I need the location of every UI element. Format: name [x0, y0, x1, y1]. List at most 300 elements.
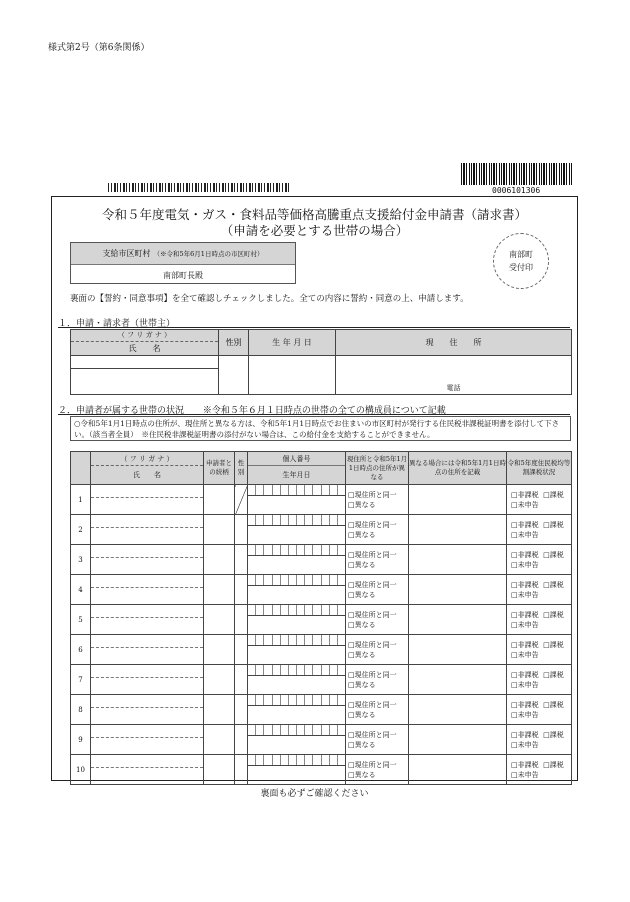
- form-number: 様式第2号（第6条関係）: [48, 43, 150, 53]
- member-gender-field[interactable]: [235, 545, 248, 575]
- applicant-furigana-input[interactable]: [71, 356, 218, 369]
- address-same-checkbox[interactable]: □現住所と同一: [348, 700, 397, 709]
- mynumber-digit-box[interactable]: [256, 515, 264, 525]
- applicant-name-field[interactable]: [71, 356, 219, 395]
- tax-status-line1: [507, 640, 571, 650]
- address-diff-checkbox[interactable]: □異なる: [348, 530, 376, 539]
- tax-checkbox[interactable]: □課税: [543, 730, 564, 739]
- mynumber-digit-box[interactable]: [313, 755, 321, 765]
- mynumber-digit-box[interactable]: [281, 485, 289, 495]
- mynumber-digit-box[interactable]: [248, 665, 256, 675]
- member-relation-field[interactable]: [204, 665, 235, 695]
- mynumber-digit-box[interactable]: [338, 695, 345, 705]
- mynumber-digit-box[interactable]: [330, 665, 338, 675]
- mynumber-digit-box[interactable]: [264, 635, 272, 645]
- member-furigana-input[interactable]: [91, 605, 203, 618]
- mynumber-digit-box[interactable]: [281, 665, 289, 675]
- member-name-input[interactable]: [91, 558, 203, 574]
- mynumber-digit-box[interactable]: [264, 605, 272, 615]
- mynumber-digits: [248, 695, 345, 706]
- member-name-field[interactable]: [91, 695, 204, 725]
- address-diff-checkbox[interactable]: □異なる: [348, 740, 376, 749]
- undeclared-checkbox[interactable]: □未申告: [511, 710, 539, 719]
- mynumber-digit-box[interactable]: [248, 725, 256, 735]
- member-birth-input[interactable]: [248, 736, 345, 754]
- member-gender-field[interactable]: [235, 515, 248, 545]
- mynumber-digit-box[interactable]: [281, 695, 289, 705]
- nontax-checkbox[interactable]: □非課税: [511, 760, 539, 769]
- mynumber-digit-box[interactable]: [289, 515, 297, 525]
- address-diff-checkbox[interactable]: □異なる: [348, 770, 376, 779]
- member-name-field[interactable]: [91, 725, 204, 755]
- mynumber-digit-box[interactable]: [289, 755, 297, 765]
- mynumber-digit-box[interactable]: [289, 725, 297, 735]
- mynumber-digit-box[interactable]: [322, 515, 330, 525]
- mynumber-digit-box[interactable]: [248, 545, 256, 555]
- mynumber-digit-box[interactable]: [313, 635, 321, 645]
- member-mynumber-birth-field[interactable]: [248, 755, 346, 785]
- mynumber-digits: [248, 665, 345, 676]
- mynumber-digit-box[interactable]: [256, 485, 264, 495]
- member-birth-input[interactable]: [248, 526, 345, 544]
- address-diff-checkbox[interactable]: □異なる: [348, 560, 376, 569]
- mynumber-digit-box[interactable]: [273, 575, 281, 585]
- mynumber-digit-box[interactable]: [330, 635, 338, 645]
- undeclared-checkbox[interactable]: □未申告: [511, 560, 539, 569]
- tax-status-line1: [507, 520, 571, 530]
- member-furigana-input[interactable]: [91, 575, 203, 588]
- mynumber-digit-box[interactable]: [305, 695, 313, 705]
- undeclared-checkbox[interactable]: □未申告: [511, 770, 539, 779]
- undeclared-checkbox[interactable]: □未申告: [511, 590, 539, 599]
- address-diff-checkbox[interactable]: □異なる: [348, 620, 376, 629]
- nontax-checkbox[interactable]: □非課税: [511, 610, 539, 619]
- row-number: 9: [71, 725, 91, 755]
- mynumber-digit-box[interactable]: [289, 575, 297, 585]
- mynumber-digit-box[interactable]: [264, 725, 272, 735]
- member-relation-field[interactable]: [204, 545, 235, 575]
- member-gender-field[interactable]: [235, 485, 248, 515]
- tax-checkbox[interactable]: □課税: [543, 610, 564, 619]
- address-diff-checkbox[interactable]: □異なる: [348, 590, 376, 599]
- mynumber-digit-box[interactable]: [330, 545, 338, 555]
- member-birth-input[interactable]: [248, 556, 345, 574]
- mynumber-digit-box[interactable]: [322, 755, 330, 765]
- tax-checkbox[interactable]: □課税: [543, 550, 564, 559]
- mynumber-digit-box[interactable]: [297, 695, 305, 705]
- member-birth-input[interactable]: [248, 706, 345, 724]
- mynumber-digit-box[interactable]: [273, 635, 281, 645]
- undeclared-checkbox[interactable]: □未申告: [511, 620, 539, 629]
- mynumber-digit-box[interactable]: [297, 755, 305, 765]
- mynumber-digit-box[interactable]: [338, 515, 345, 525]
- stamp-line1: 南部町: [509, 250, 533, 259]
- mynumber-digits: [248, 635, 345, 646]
- mynumber-digit-box[interactable]: [248, 695, 256, 705]
- mynumber-digit-box[interactable]: [256, 695, 264, 705]
- address-same-field: [346, 485, 409, 515]
- mynumber-digit-box[interactable]: [248, 755, 256, 765]
- member-name-field[interactable]: [91, 635, 204, 665]
- mynumber-digit-box[interactable]: [273, 755, 281, 765]
- member-gender-field[interactable]: [235, 695, 248, 725]
- mynumber-digit-box[interactable]: [273, 605, 281, 615]
- mynumber-digit-box[interactable]: [273, 725, 281, 735]
- address-same-field: [346, 545, 409, 575]
- mynumber-digit-box[interactable]: [338, 545, 345, 555]
- member-name-input[interactable]: [91, 708, 203, 724]
- tax-status-field: [507, 605, 572, 635]
- member-relation-field[interactable]: [204, 725, 235, 755]
- member-relation-field[interactable]: [204, 575, 235, 605]
- tax-checkbox[interactable]: □課税: [543, 520, 564, 529]
- mynumber-digit-box[interactable]: [305, 545, 313, 555]
- mynumber-digit-box[interactable]: [322, 725, 330, 735]
- address-same-checkbox[interactable]: □現住所と同一: [348, 520, 397, 529]
- mynumber-digit-box[interactable]: [297, 635, 305, 645]
- mynumber-digit-box[interactable]: [322, 695, 330, 705]
- mynumber-digit-box[interactable]: [248, 485, 256, 495]
- mynumber-digit-box[interactable]: [305, 725, 313, 735]
- previous-address-field[interactable]: [409, 515, 507, 545]
- mynumber-digit-box[interactable]: [273, 485, 281, 495]
- member-name-field[interactable]: [91, 755, 204, 785]
- member-mynumber-birth-field[interactable]: [248, 635, 346, 665]
- mynumber-digit-box[interactable]: [264, 515, 272, 525]
- mynumber-digit-box[interactable]: [338, 575, 345, 585]
- member-name-input[interactable]: [91, 648, 203, 664]
- tax-checkbox[interactable]: □課税: [543, 580, 564, 589]
- mynumber-label: 個人番号: [248, 453, 345, 466]
- member-mynumber-birth-field[interactable]: [248, 695, 346, 725]
- mynumber-digit-box[interactable]: [338, 635, 345, 645]
- nontax-checkbox[interactable]: □非課税: [511, 670, 539, 679]
- mynumber-digit-box[interactable]: [305, 635, 313, 645]
- member-name-input[interactable]: [91, 588, 203, 604]
- previous-address-field[interactable]: [409, 485, 507, 515]
- section2-note: ※令和５年６月１日時点の世帯の全ての構成員について記載: [202, 406, 446, 416]
- member-birth-input[interactable]: [248, 676, 345, 694]
- address-diff-checkbox[interactable]: □異なる: [348, 650, 376, 659]
- mynumber-digit-box[interactable]: [289, 665, 297, 675]
- member-relation-field[interactable]: [204, 635, 235, 665]
- member-mynumber-birth-field[interactable]: [248, 725, 346, 755]
- tax-status-line1: [507, 700, 571, 710]
- mynumber-digit-box[interactable]: [297, 485, 305, 495]
- address-same-field: [346, 665, 409, 695]
- member-name-input[interactable]: [91, 498, 203, 514]
- member-furigana-input[interactable]: [91, 695, 203, 708]
- mynumber-digit-box[interactable]: [313, 515, 321, 525]
- member-name-input[interactable]: [91, 738, 203, 754]
- address-same-checkbox[interactable]: □現住所と同一: [348, 730, 397, 739]
- mynumber-digit-box[interactable]: [330, 575, 338, 585]
- member-furigana-input[interactable]: [91, 515, 203, 528]
- address-same-checkbox[interactable]: □現住所と同一: [348, 550, 397, 559]
- member-gender-field[interactable]: [235, 665, 248, 695]
- mynumber-digit-box[interactable]: [305, 755, 313, 765]
- mynumber-digit-box[interactable]: [248, 605, 256, 615]
- member-furigana-input[interactable]: [91, 725, 203, 738]
- mynumber-digit-box[interactable]: [289, 485, 297, 495]
- mynumber-digit-box[interactable]: [297, 665, 305, 675]
- mynumber-digit-box[interactable]: [330, 695, 338, 705]
- undeclared-checkbox[interactable]: □未申告: [511, 740, 539, 749]
- gender-header: 性別: [219, 330, 249, 356]
- member-furigana-input[interactable]: [91, 665, 203, 678]
- household-row: [71, 695, 572, 725]
- mynumber-digit-box[interactable]: [297, 515, 305, 525]
- member-relation-field[interactable]: [204, 485, 235, 515]
- mynumber-digit-box[interactable]: [256, 605, 264, 615]
- undeclared-checkbox[interactable]: □未申告: [511, 500, 539, 509]
- section2-heading: ２．申請者が属する世帯の状況: [58, 406, 185, 416]
- birth-header: 生 年 月 日: [249, 330, 336, 356]
- previous-address-field[interactable]: [409, 695, 507, 725]
- member-furigana-input[interactable]: [91, 635, 203, 648]
- mynumber-digit-box[interactable]: [313, 695, 321, 705]
- mynumber-digit-box[interactable]: [297, 545, 305, 555]
- member-relation-field[interactable]: [204, 755, 235, 785]
- address-same-checkbox[interactable]: □現住所と同一: [348, 640, 397, 649]
- mynumber-digit-box[interactable]: [297, 725, 305, 735]
- mynumber-digit-box[interactable]: [264, 665, 272, 675]
- previous-address-field[interactable]: [409, 725, 507, 755]
- previous-address-field[interactable]: [409, 605, 507, 635]
- member-relation-field[interactable]: [204, 605, 235, 635]
- name-label: 氏 名: [128, 344, 161, 353]
- mynumber-digits: [248, 545, 345, 556]
- mynumber-digit-box[interactable]: [322, 605, 330, 615]
- mynumber-digit-box[interactable]: [281, 575, 289, 585]
- applicant-address-field[interactable]: [336, 356, 572, 395]
- address-same-checkbox[interactable]: □現住所と同一: [348, 760, 397, 769]
- nontax-checkbox[interactable]: □非課税: [511, 490, 539, 499]
- mynumber-digit-box[interactable]: [330, 515, 338, 525]
- mynumber-digit-box[interactable]: [305, 485, 313, 495]
- mynumber-digit-box[interactable]: [256, 575, 264, 585]
- nontax-checkbox[interactable]: □非課税: [511, 730, 539, 739]
- mynumber-digit-box[interactable]: [338, 485, 345, 495]
- mynumber-digit-box[interactable]: [313, 725, 321, 735]
- mynumber-digit-box[interactable]: [289, 545, 297, 555]
- member-furigana-input[interactable]: [91, 755, 203, 768]
- household-name-label: 氏 名: [133, 470, 161, 479]
- member-relation-field[interactable]: [204, 515, 235, 545]
- tax-checkbox[interactable]: □課税: [543, 670, 564, 679]
- mynumber-digit-box[interactable]: [313, 545, 321, 555]
- member-relation-field[interactable]: [204, 695, 235, 725]
- mynumber-digit-box[interactable]: [313, 575, 321, 585]
- member-name-field[interactable]: [91, 605, 204, 635]
- tax-checkbox[interactable]: □課税: [543, 640, 564, 649]
- member-birth-input[interactable]: [248, 646, 345, 664]
- address-same-checkbox[interactable]: □現住所と同一: [348, 610, 397, 619]
- mynumber-digit-box[interactable]: [313, 665, 321, 675]
- row-number: 10: [71, 755, 91, 785]
- tax-checkbox[interactable]: □課税: [543, 700, 564, 709]
- address-diff-checkbox[interactable]: □異なる: [348, 500, 376, 509]
- member-birth-input[interactable]: [248, 496, 345, 514]
- mynumber-digit-box[interactable]: [264, 755, 272, 765]
- mynumber-digit-box[interactable]: [273, 545, 281, 555]
- member-gender-field[interactable]: [235, 725, 248, 755]
- previous-address-field[interactable]: [409, 635, 507, 665]
- mynumber-digit-box[interactable]: [322, 545, 330, 555]
- mynumber-digit-box[interactable]: [248, 575, 256, 585]
- mynumber-digit-box[interactable]: [264, 695, 272, 705]
- mynumber-digit-box[interactable]: [297, 575, 305, 585]
- member-name-field[interactable]: [91, 515, 204, 545]
- member-name-field[interactable]: [91, 485, 204, 515]
- mynumber-digit-box[interactable]: [338, 605, 345, 615]
- mynumber-digit-box[interactable]: [256, 635, 264, 645]
- tax-status-line1: [507, 610, 571, 620]
- tax-checkbox[interactable]: □課税: [543, 490, 564, 499]
- tax-status-line1: [507, 490, 571, 500]
- tax-status-line1: [507, 670, 571, 680]
- mynumber-digit-box[interactable]: [264, 545, 272, 555]
- mynumber-digit-box[interactable]: [305, 665, 313, 675]
- mynumber-digit-box[interactable]: [305, 605, 313, 615]
- reception-stamp: [493, 233, 549, 289]
- member-mynumber-birth-field[interactable]: [248, 575, 346, 605]
- member-mynumber-birth-field[interactable]: [248, 545, 346, 575]
- mynumber-digit-box[interactable]: [313, 605, 321, 615]
- member-mynumber-birth-field[interactable]: [248, 515, 346, 545]
- row-number: 7: [71, 665, 91, 695]
- member-name-field[interactable]: [91, 665, 204, 695]
- household-row: [71, 635, 572, 665]
- household-birth-label: 生年月日: [282, 470, 311, 479]
- mynumber-digit-box[interactable]: [338, 665, 345, 675]
- address-same-checkbox[interactable]: □現住所と同一: [348, 490, 397, 499]
- member-name-input[interactable]: [91, 768, 203, 784]
- mynumber-digit-box[interactable]: [248, 515, 256, 525]
- address-same-field: [346, 755, 409, 785]
- address-same-checkbox[interactable]: □現住所と同一: [348, 670, 397, 679]
- mynumber-digit-box[interactable]: [289, 605, 297, 615]
- member-birth-input[interactable]: [248, 766, 345, 784]
- mynumber-digit-box[interactable]: [322, 635, 330, 645]
- previous-address-field[interactable]: [409, 545, 507, 575]
- undeclared-checkbox[interactable]: □未申告: [511, 680, 539, 689]
- row-number: 1: [71, 485, 91, 515]
- mynumber-birth-header: [248, 452, 346, 485]
- nontax-checkbox[interactable]: □非課税: [511, 520, 539, 529]
- tax-checkbox[interactable]: □課税: [543, 760, 564, 769]
- household-row: [71, 485, 572, 515]
- mynumber-digit-box[interactable]: [281, 545, 289, 555]
- furigana-label: （ フ リ ガ ナ ）: [71, 330, 218, 342]
- mynumber-digit-box[interactable]: [256, 725, 264, 735]
- mynumber-digit-box[interactable]: [330, 485, 338, 495]
- mynumber-digit-box[interactable]: [281, 755, 289, 765]
- mynumber-digits: [248, 575, 345, 586]
- mynumber-digit-box[interactable]: [273, 515, 281, 525]
- member-mynumber-birth-field[interactable]: [248, 605, 346, 635]
- mynumber-digit-box[interactable]: [256, 755, 264, 765]
- mynumber-digit-box[interactable]: [289, 695, 297, 705]
- section1-rule: [58, 327, 570, 328]
- member-name-field[interactable]: [91, 545, 204, 575]
- mynumber-digit-box[interactable]: [338, 725, 345, 735]
- mynumber-digit-box[interactable]: [330, 725, 338, 735]
- member-furigana-input[interactable]: [91, 485, 203, 498]
- mynumber-digit-box[interactable]: [289, 635, 297, 645]
- mynumber-digit-box[interactable]: [273, 695, 281, 705]
- address-same-checkbox[interactable]: □現住所と同一: [348, 580, 397, 589]
- previous-address-field[interactable]: [409, 665, 507, 695]
- nontax-checkbox[interactable]: □非課税: [511, 640, 539, 649]
- mynumber-digit-box[interactable]: [281, 605, 289, 615]
- mynumber-digit-box[interactable]: [330, 755, 338, 765]
- nontax-checkbox[interactable]: □非課税: [511, 700, 539, 709]
- applicant-gender-field[interactable]: [219, 356, 249, 395]
- mynumber-digit-box[interactable]: [305, 575, 313, 585]
- mynumber-digit-box[interactable]: [297, 605, 305, 615]
- household-name-header: [91, 452, 204, 485]
- member-furigana-input[interactable]: [91, 545, 203, 558]
- mynumber-digit-box[interactable]: [281, 635, 289, 645]
- member-birth-input[interactable]: [248, 616, 345, 634]
- address-diff-checkbox[interactable]: □異なる: [348, 710, 376, 719]
- previous-address-field[interactable]: [409, 755, 507, 785]
- member-gender-field[interactable]: [235, 575, 248, 605]
- mynumber-digit-box[interactable]: [305, 515, 313, 525]
- mynumber-digit-box[interactable]: [281, 515, 289, 525]
- member-name-field[interactable]: [91, 575, 204, 605]
- address-diff-checkbox[interactable]: □異なる: [348, 680, 376, 689]
- consent-text: 裏面の【誓約・同意事項】を全て確認しチェックしました。全ての内容に誓約・同意の上、申請します。: [70, 294, 469, 304]
- household-furigana-label: （ フ リ ガ ナ ）: [91, 453, 203, 466]
- undeclared-checkbox[interactable]: □未申告: [511, 530, 539, 539]
- mynumber-digit-box[interactable]: [256, 545, 264, 555]
- member-gender-field[interactable]: [235, 635, 248, 665]
- mynumber-digit-box[interactable]: [338, 755, 345, 765]
- household-row: [71, 605, 572, 635]
- applicant-birth-field[interactable]: [249, 356, 336, 395]
- mynumber-digit-box[interactable]: [273, 665, 281, 675]
- mynumber-digit-box[interactable]: [281, 725, 289, 735]
- mynumber-digit-box[interactable]: [322, 575, 330, 585]
- nontax-checkbox[interactable]: □非課税: [511, 550, 539, 559]
- applicant-name-input[interactable]: [71, 369, 218, 394]
- mynumber-digit-box[interactable]: [264, 485, 272, 495]
- mynumber-digit-box[interactable]: [313, 485, 321, 495]
- member-mynumber-birth-field[interactable]: [248, 665, 346, 695]
- previous-address-field[interactable]: [409, 575, 507, 605]
- mynumber-digit-box[interactable]: [330, 605, 338, 615]
- row-number: 4: [71, 575, 91, 605]
- mynumber-digit-box[interactable]: [322, 485, 330, 495]
- member-gender-field[interactable]: [235, 605, 248, 635]
- mynumber-digit-box[interactable]: [264, 575, 272, 585]
- member-name-input[interactable]: [91, 528, 203, 544]
- member-birth-input[interactable]: [248, 586, 345, 604]
- mynumber-digit-box[interactable]: [248, 635, 256, 645]
- form-subtitle: （申請を必要とする世帯の場合）: [220, 223, 409, 238]
- nontax-checkbox[interactable]: □非課税: [511, 580, 539, 589]
- mynumber-digit-box[interactable]: [322, 665, 330, 675]
- member-mynumber-birth-field[interactable]: [248, 485, 346, 515]
- undeclared-checkbox[interactable]: □未申告: [511, 650, 539, 659]
- member-name-input[interactable]: [91, 618, 203, 634]
- barcode-left: [108, 183, 290, 192]
- member-gender-field[interactable]: [235, 755, 248, 785]
- mynumber-digit-box[interactable]: [256, 665, 264, 675]
- member-name-input[interactable]: [91, 678, 203, 694]
